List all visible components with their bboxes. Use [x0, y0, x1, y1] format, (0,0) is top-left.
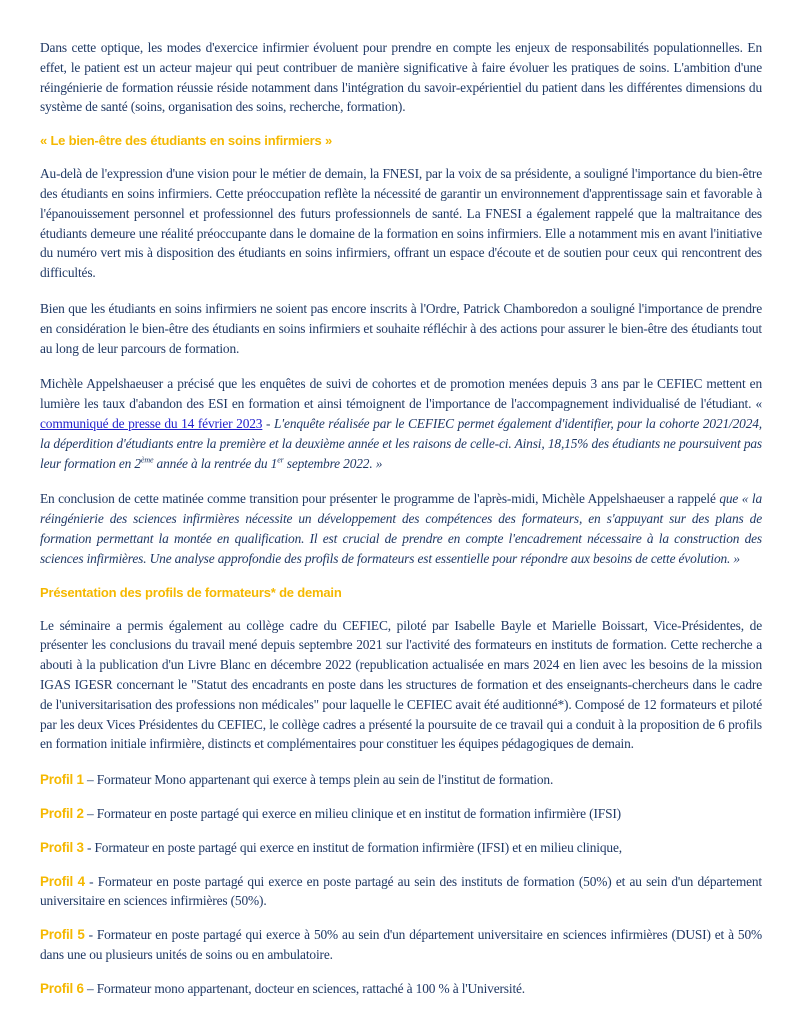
- ordre-paragraph: Bien que les étudiants en soins infirmiers ne soient pas encore inscrits à l'Ordre, Patrick Chamboredon a souligné l'importance de prendre en considération le bien-être des étudiants en soins infirmiers et souhaite réfléchir à des actions pour assurer le bien-être des étudiants tout au long de leur parcours de formation.: [40, 300, 762, 356]
- document-page: [40, 38, 762, 998]
- profiles-heading: Présentation des profils de formateurs* de demain: [40, 584, 342, 600]
- profile-item: [40, 770, 762, 790]
- conclusion-quote: que « la réingénierie des sciences infirmières nécessite un développement des compétences des formateurs, en s'appuyant sur des plans de formation permettant la montée en qualification. Il est crucial de prendre en compte l'encadrement nécessaire à la construction des sciences infirmières. Une analyse approfondie des profils de formateurs est essentielle pour répondre aux besoins de cette évolution. »: [40, 491, 762, 566]
- cohort-survey-paragraph: [40, 374, 762, 473]
- intro-paragraph: Dans cette optique, les modes d'exercice infirmier évoluent pour prendre en compte les enjeux de responsabilités populationnelles. En effet, le patient est un acteur majeur qui peut contribuer de manière significative à faire évoluer les pratiques de soins. L'ambition d'une réingénierie de formation réussie réside notamment dans l'intégration du savoir-expérientiel du patient dans les différentes dimensions du système de santé (soins, organisation des soins, recherche, formation).: [40, 40, 762, 115]
- wellbeing-heading: « Le bien-être des étudiants en soins infirmiers »: [40, 133, 332, 149]
- seminar-paragraph: Le séminaire a permis également au collège cadre du CEFIEC, piloté par Isabelle Bayle et Marielle Boissart, Vice-Présidentes, de présenter les conclusions du travail mené depuis septembre 2021 sur l'activité des formateurs en instituts de formation. Cette recherche a abouti à la publication d'un Livre Blanc en décembre 2022 (republication actualisée en mars 2024 en lien avec les besoins de la mission IGAS IGESR concernant le "Statut des encadrants en poste dans les structures de formation et des enseignants-chercheurs dans le cadre de l'universitarisation des professions non médicales" pour laquelle le CEFIEC avait été auditionné*). Composé de 12 formateurs et piloté par les deux Vices Présidentes du CEFIEC, le collège cadres a présenté la poursuite de ce travail qui a conduit à la proposition de 6 profils en formation initiale infirmière, distincts et complémentaires pour constituer les équipes pédagogiques de demain.: [40, 617, 762, 752]
- profile-text: - Formateur en poste partagé qui exerce en institut de formation infirmière (IFSI) et en milieu clinique,: [83, 839, 622, 855]
- profile-text: – Formateur en poste partagé qui exerce en milieu clinique et en institut de formation infirmière (IFSI): [83, 805, 621, 821]
- conclusion-lead: En conclusion de cette matinée comme transition pour présenter le programme de l'après-midi, Michèle Appelshaeuser a rappelé: [40, 491, 720, 507]
- profile-text: – Formateur Mono appartenant qui exerce à temps plein au sein de l'institut de formation.: [83, 772, 554, 788]
- profile-label: Profil 2: [40, 805, 84, 821]
- profile-item: [40, 925, 762, 965]
- profile-item: [40, 979, 762, 999]
- cohort-quote-part2: année à la rentrée du 1: [153, 455, 278, 471]
- superscript-er: er: [277, 455, 284, 465]
- profile-text: - Formateur en poste partagé qui exerce à 50% au sein d'un département universitaire en sciences infirmières (DUSI) et à 50% dans une ou plusieurs unités de soins ou en ambulatoire.: [40, 927, 763, 962]
- profile-label: Profil 3: [40, 839, 84, 855]
- profile-item: [40, 804, 762, 824]
- profile-item: [40, 872, 762, 912]
- profile-label: Profil 1: [40, 772, 84, 788]
- profile-text: - Formateur en poste partagé qui exerce en poste partagé au sein des instituts de formation (50%) et au sein d'un département universitaire en sciences infirmières (50%).: [40, 873, 763, 909]
- conclusion-paragraph: [40, 489, 762, 568]
- fnesi-paragraph: Au-delà de l'expression d'une vision pour le métier de demain, la FNESI, par la voix de sa présidente, a souligné l'importance du bien-être des étudiants en soins infirmiers. Cette préoccupation reflète la nécessité de garantir un environnement d'apprentissage sain et favorable à l'épanouissement personnel et professionnel des futurs professionnels de santé. La FNESI a également rappelé que la maltraitance des étudiants demeure une réalité préoccupante dans le domaine de la formation en soins infirmiers. Elle a notamment mis en avant l'initiative du numéro vert mis à disposition des étudiants en soins infirmiers, offrant un espace d'écoute et de soutien pour ceux qui rencontrent des difficultés.: [40, 166, 762, 281]
- superscript-eme: ème: [140, 455, 154, 465]
- profile-label: Profil 5: [40, 927, 85, 943]
- profile-text: – Formateur mono appartenant, docteur en sciences, rattaché à 100 % à l'Université.: [83, 980, 526, 996]
- cohort-quote-part1: - L'enquête réalisée par le CEFIEC permet également d'identifier, pour la cohorte 2021/2024, la déperdition d'étudiants entre la première et la deuxième année et les raisons de celle-ci. Ainsi, 18,15% des étudiants ne poursuivent pas leur formation en 2: [40, 415, 763, 471]
- press-release-link[interactable]: communiqué de presse du 14 février 2023: [40, 415, 263, 431]
- cohort-lead-text: Michèle Appelshaeuser a précisé que les enquêtes de suivi de cohortes et de promotion menées depuis 3 ans par le CEFIEC mettent en lumière les taux d'abandon des ESI en formation et ainsi témoignent de l'importance de l'accompagnement individualisé de l'étudiant. «: [40, 376, 762, 412]
- profile-label: Profil 6: [40, 980, 84, 996]
- profile-item: [40, 838, 762, 858]
- cohort-quote-part3: septembre 2022. »: [283, 455, 383, 471]
- profile-label: Profil 4: [40, 873, 85, 889]
